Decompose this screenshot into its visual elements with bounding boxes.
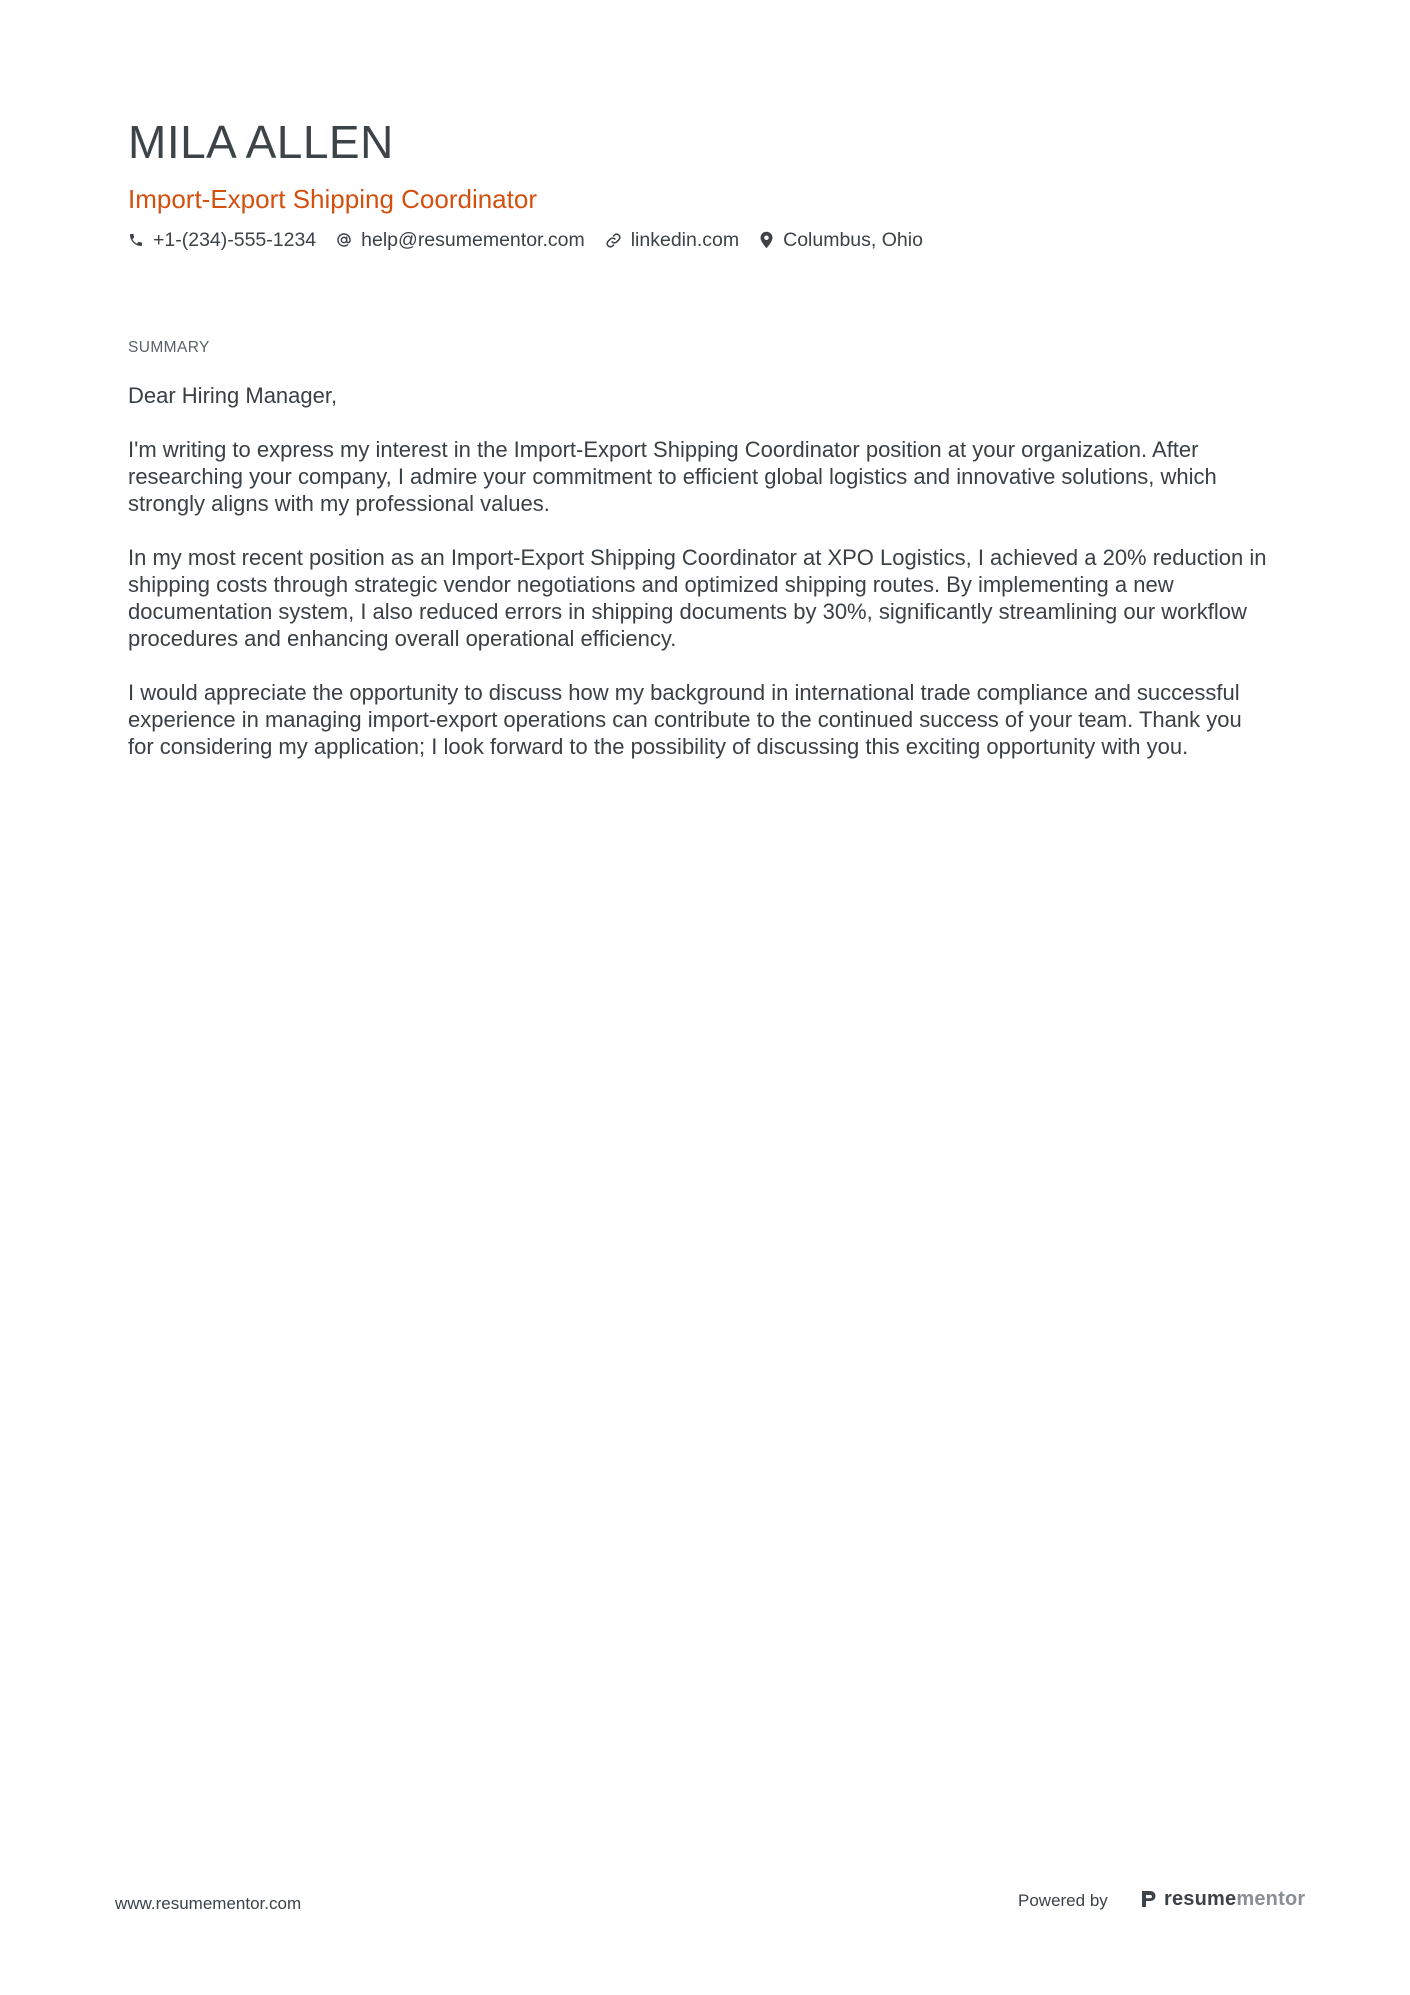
candidate-name: MILA ALLEN	[128, 116, 394, 168]
website-text[interactable]: linkedin.com	[630, 229, 740, 251]
contact-phone	[128, 224, 316, 256]
brand-name-part1: resume	[1164, 1888, 1237, 1910]
cover-letter-body	[128, 382, 1268, 787]
salutation: Dear Hiring Manager,	[128, 383, 338, 408]
job-title: Import-Export Shipping Coordinator	[128, 184, 537, 214]
resumementor-logo-icon	[1140, 1889, 1158, 1909]
brand-logo[interactable]	[1140, 1885, 1305, 1913]
letter-paragraph: I would appreciate the opportunity to discuss how my background in international trade compliance and successful experience in managing import-export operations can contribute to the continued success of your team. Thank you for considering my application; I look forward to the possibility of discussing this exciting opportunity with you.	[128, 680, 1242, 759]
map-pin-icon	[759, 231, 774, 249]
contact-email[interactable]	[336, 224, 585, 256]
at-icon	[336, 232, 352, 248]
phone-icon	[128, 232, 144, 248]
contact-row	[128, 224, 923, 256]
contact-website[interactable]	[605, 224, 739, 256]
link-icon	[605, 232, 622, 249]
letter-paragraph: I'm writing to express my interest in the Import-Export Shipping Coordinator position at your organization. After researching your company, I admire your commitment to efficient global logistics and innovative solutions, which strongly aligns with my professional values.	[128, 437, 1217, 516]
powered-by-label: Powered by	[1018, 1891, 1108, 1910]
brand-name-part2: mentor	[1236, 1888, 1306, 1910]
footer-url[interactable]: www.resumementor.com	[115, 1894, 302, 1913]
letter-paragraph: In my most recent position as an Import-Export Shipping Coordinator at XPO Logistics, I achieved a 20% reduction in shipping costs through strategic vendor negotiations and optimized shipping routes. By implementing a new documentation system, I also reduced errors in shipping documents by 30%, significantly streamlining our workflow procedures and enhancing overall operational efficiency.	[128, 545, 1267, 651]
phone-text: +1-(234)-555-1234	[153, 229, 317, 251]
summary-heading: SUMMARY	[128, 339, 210, 356]
location-text: Columbus, Ohio	[783, 229, 923, 251]
contact-location	[759, 224, 923, 256]
email-text[interactable]: help@resumementor.com	[361, 229, 585, 251]
